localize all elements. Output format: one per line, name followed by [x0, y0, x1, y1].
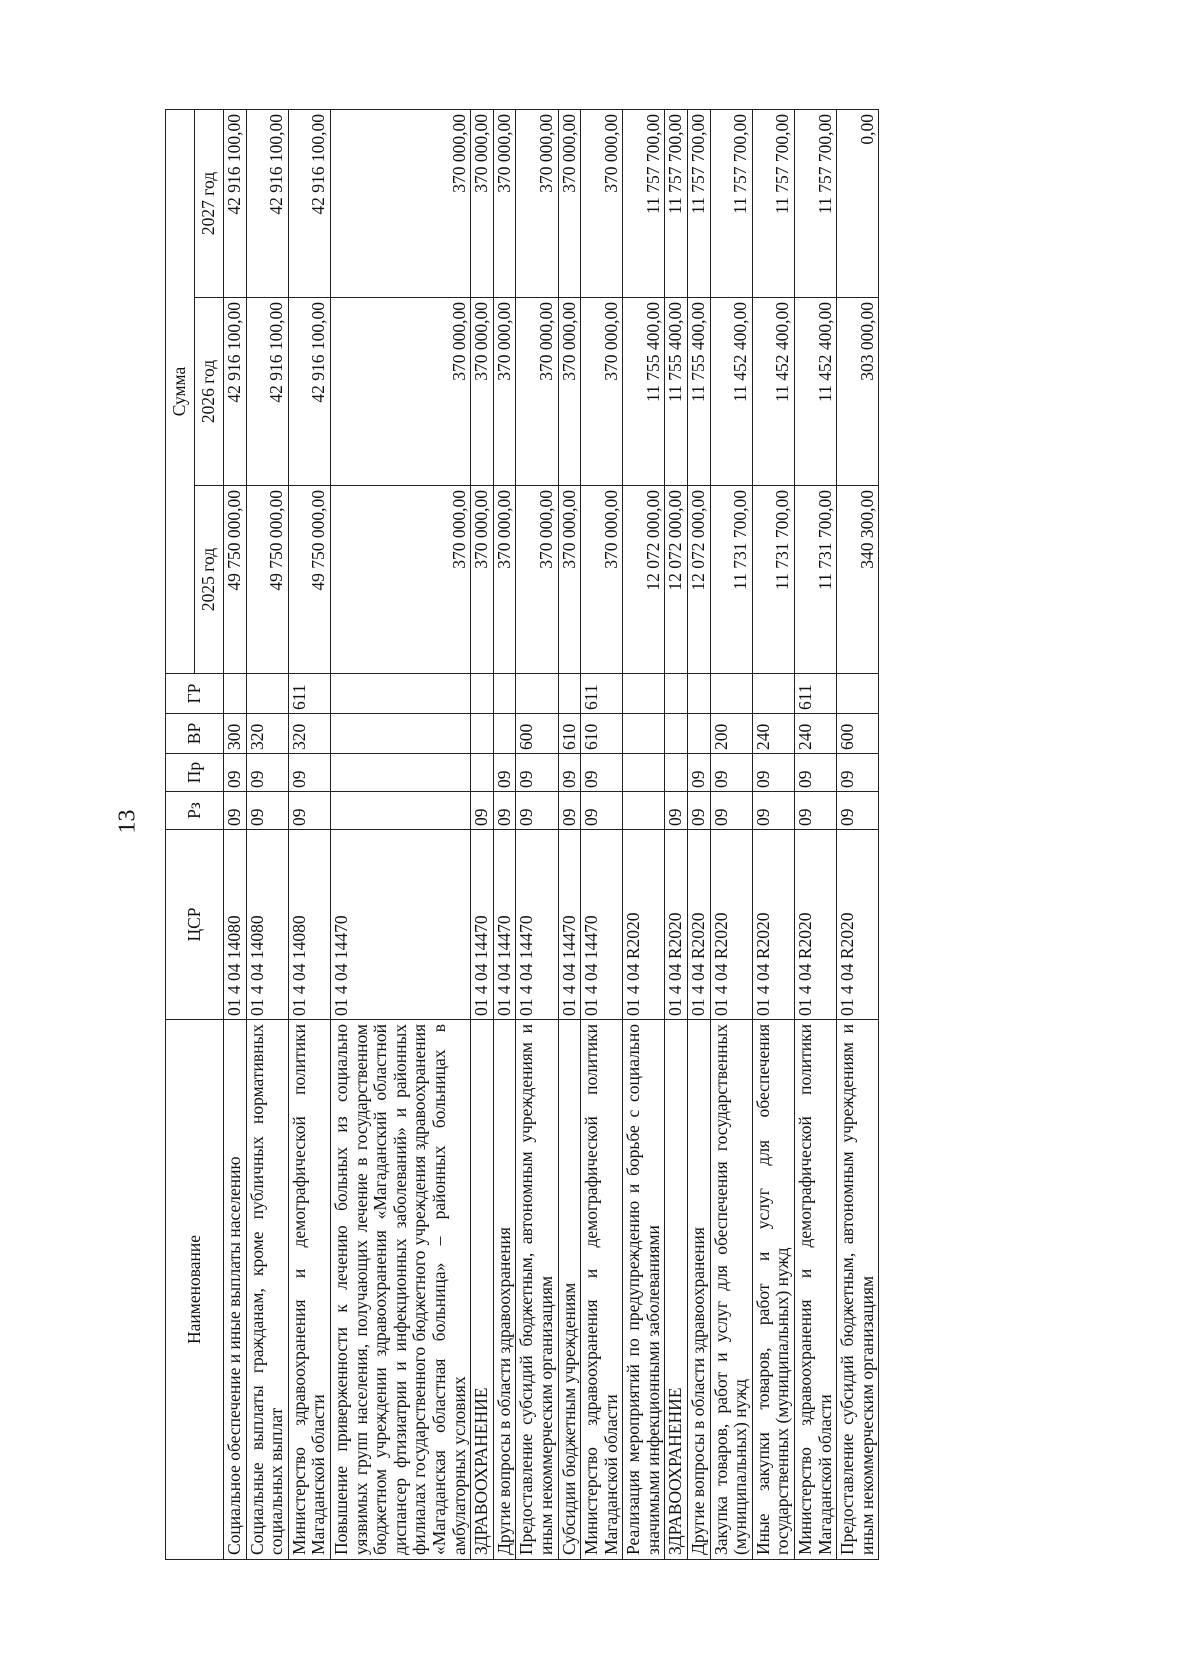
row-gr-cell: [710, 674, 752, 714]
row-pr-cell: [623, 754, 665, 792]
row-name-cell: ЗДРАВООХРАНЕНИЕ: [471, 1020, 494, 1560]
row-rz-cell: 09: [795, 792, 837, 830]
row-pr-cell: 09: [516, 754, 558, 792]
row-csr-cell: 01 4 04 R2020: [752, 830, 794, 1020]
row-rz-cell: 09: [710, 792, 752, 830]
row-rz-cell: 09: [752, 792, 794, 830]
row-rz-cell: 09: [471, 792, 494, 830]
row-gr-cell: [246, 674, 288, 714]
row-rz-cell: [330, 792, 470, 830]
row-pr-cell: [665, 754, 688, 792]
row-amount-2026-cell: 11 452 400,00: [752, 298, 794, 486]
page-number: 13: [114, 809, 141, 834]
row-vr-cell: 600: [837, 714, 879, 754]
row-rz-cell: 09: [288, 792, 330, 830]
row-amount-2026-cell: 370 000,00: [493, 298, 516, 486]
row-amount-2027-cell: 370 000,00: [330, 109, 470, 297]
row-gr-cell: [623, 674, 665, 714]
row-name-cell: Предоставление субсидий бюджетным, автономным учреждениям и иным некоммерческим организациям: [516, 1020, 558, 1560]
row-amount-2027-cell: 11 757 700,00: [623, 109, 665, 297]
row-name-cell: Реализация мероприятий по предупреждению и борьбе с социально значимыми инфекционными заболеваниями: [623, 1020, 665, 1560]
row-csr-cell: 01 4 04 14470: [493, 830, 516, 1020]
row-amount-2025-cell: 370 000,00: [516, 486, 558, 674]
row-csr-cell: 01 4 04 14080: [224, 830, 247, 1020]
row-amount-2025-cell: 370 000,00: [558, 486, 581, 674]
row-gr-cell: [471, 674, 494, 714]
row-pr-cell: 09: [246, 754, 288, 792]
row-gr-cell: [752, 674, 794, 714]
budget-table: [165, 109, 879, 1560]
row-csr-cell: 01 4 04 14080: [288, 830, 330, 1020]
row-gr-cell: 611: [581, 674, 623, 714]
row-name-cell: Другие вопросы в области здравоохранения: [688, 1020, 711, 1560]
row-rz-cell: 09: [558, 792, 581, 830]
row-csr-cell: 01 4 04 R2020: [665, 830, 688, 1020]
table-row: [288, 109, 330, 1559]
table-row: [516, 109, 558, 1559]
row-rz-cell: 09: [665, 792, 688, 830]
table-row: [623, 109, 665, 1559]
row-amount-2026-cell: 42 916 100,00: [224, 298, 247, 486]
row-gr-cell: [558, 674, 581, 714]
row-csr-cell: 01 4 04 14470: [558, 830, 581, 1020]
row-name-cell: Другие вопросы в области здравоохранения: [493, 1020, 516, 1560]
row-name-cell: Повышение приверженности к лечению больных из социально уязвимых групп населения, получающих лечение в государственном бюджетном учреждении здравоохранения «Магаданский областной диспансер фтизиатрии и инфекционных заболеваний» и районных филиалах государственного бюджетного учреждения здравоохранения «Магаданская областная больница» – районных больницах в амбулаторных условиях: [330, 1020, 470, 1560]
row-rz-cell: 09: [581, 792, 623, 830]
row-amount-2027-cell: 370 000,00: [493, 109, 516, 297]
row-csr-cell: 01 4 04 R2020: [688, 830, 711, 1020]
row-name-cell: Министерство здравоохранения и демографической политики Магаданской области: [795, 1020, 837, 1560]
row-amount-2026-cell: 42 916 100,00: [246, 298, 288, 486]
header-csr: ЦСР: [166, 830, 224, 1020]
row-rz-cell: 09: [493, 792, 516, 830]
row-amount-2027-cell: 370 000,00: [516, 109, 558, 297]
row-amount-2027-cell: 42 916 100,00: [288, 109, 330, 297]
table-row: [558, 109, 581, 1559]
row-vr-cell: [623, 714, 665, 754]
row-gr-cell: [224, 674, 247, 714]
table-row: [688, 109, 711, 1559]
table-row: [581, 109, 623, 1559]
row-amount-2027-cell: 11 757 700,00: [688, 109, 711, 297]
table-row: [330, 109, 470, 1559]
row-vr-cell: 300: [224, 714, 247, 754]
row-pr-cell: 09: [688, 754, 711, 792]
row-gr-cell: [493, 674, 516, 714]
row-amount-2025-cell: 11 731 700,00: [795, 486, 837, 674]
row-name-cell: Министерство здравоохранения и демографической политики Магаданской области: [288, 1020, 330, 1560]
table-row: [493, 109, 516, 1559]
row-amount-2027-cell: 42 916 100,00: [246, 109, 288, 297]
header-vr: ВР: [166, 714, 224, 754]
row-rz-cell: 09: [837, 792, 879, 830]
row-pr-cell: [330, 754, 470, 792]
row-vr-cell: [665, 714, 688, 754]
row-amount-2025-cell: 340 300,00: [837, 486, 879, 674]
row-pr-cell: 09: [837, 754, 879, 792]
row-amount-2025-cell: 370 000,00: [330, 486, 470, 674]
row-gr-cell: [665, 674, 688, 714]
header-year-2026: 2026 год: [195, 298, 224, 486]
row-amount-2026-cell: 370 000,00: [516, 298, 558, 486]
row-pr-cell: 09: [224, 754, 247, 792]
row-vr-cell: [471, 714, 494, 754]
row-vr-cell: 240: [752, 714, 794, 754]
row-csr-cell: 01 4 04 R2020: [710, 830, 752, 1020]
row-amount-2025-cell: 11 731 700,00: [752, 486, 794, 674]
row-vr-cell: 320: [246, 714, 288, 754]
table-body: [224, 109, 879, 1559]
header-gr: ГР: [166, 674, 224, 714]
row-csr-cell: 01 4 04 14470: [581, 830, 623, 1020]
row-amount-2026-cell: 11 452 400,00: [710, 298, 752, 486]
row-amount-2027-cell: 370 000,00: [581, 109, 623, 297]
row-amount-2025-cell: 12 072 000,00: [688, 486, 711, 674]
row-amount-2025-cell: 49 750 000,00: [288, 486, 330, 674]
row-pr-cell: 09: [288, 754, 330, 792]
row-pr-cell: [471, 754, 494, 792]
row-amount-2027-cell: 11 757 700,00: [665, 109, 688, 297]
row-amount-2025-cell: 370 000,00: [493, 486, 516, 674]
row-amount-2027-cell: 0,00: [837, 109, 879, 297]
row-amount-2026-cell: 370 000,00: [471, 298, 494, 486]
row-amount-2026-cell: 370 000,00: [330, 298, 470, 486]
rotated-table-wrapper: [165, 110, 879, 1560]
row-pr-cell: 09: [558, 754, 581, 792]
row-amount-2027-cell: 370 000,00: [558, 109, 581, 297]
row-gr-cell: [837, 674, 879, 714]
header-rz: Рз: [166, 792, 224, 830]
row-csr-cell: 01 4 04 14470: [330, 830, 470, 1020]
row-vr-cell: 610: [581, 714, 623, 754]
row-csr-cell: 01 4 04 14470: [516, 830, 558, 1020]
row-amount-2025-cell: 370 000,00: [471, 486, 494, 674]
row-amount-2025-cell: 12 072 000,00: [665, 486, 688, 674]
row-rz-cell: 09: [516, 792, 558, 830]
row-amount-2027-cell: 42 916 100,00: [224, 109, 247, 297]
table-row: [665, 109, 688, 1559]
row-pr-cell: 09: [493, 754, 516, 792]
header-sum: Сумма: [166, 109, 195, 673]
table-row: [710, 109, 752, 1559]
row-pr-cell: 09: [752, 754, 794, 792]
row-name-cell: Социальные выплаты гражданам, кроме публичных нормативных социальных выплат: [246, 1020, 288, 1560]
row-rz-cell: 09: [246, 792, 288, 830]
header-pr: Пр: [166, 754, 224, 792]
table-row: [471, 109, 494, 1559]
row-rz-cell: 09: [688, 792, 711, 830]
row-name-cell: Субсидии бюджетным учреждениям: [558, 1020, 581, 1560]
row-rz-cell: 09: [224, 792, 247, 830]
table-row: [837, 109, 879, 1559]
table-row: [224, 109, 247, 1559]
row-name-cell: Предоставление субсидий бюджетным, автономным учреждениям и иным некоммерческим организациям: [837, 1020, 879, 1560]
row-vr-cell: 240: [795, 714, 837, 754]
header-year-2025: 2025 год: [195, 486, 224, 674]
row-amount-2026-cell: 11 755 400,00: [665, 298, 688, 486]
table-row: [795, 109, 837, 1559]
row-amount-2026-cell: 370 000,00: [558, 298, 581, 486]
row-gr-cell: [330, 674, 470, 714]
row-gr-cell: 611: [795, 674, 837, 714]
row-csr-cell: 01 4 04 14470: [471, 830, 494, 1020]
row-amount-2027-cell: 11 757 700,00: [710, 109, 752, 297]
row-pr-cell: 09: [795, 754, 837, 792]
table-row: [752, 109, 794, 1559]
row-amount-2027-cell: 370 000,00: [471, 109, 494, 297]
row-rz-cell: [623, 792, 665, 830]
row-amount-2026-cell: 11 755 400,00: [688, 298, 711, 486]
row-name-cell: Закупка товаров, работ и услуг для обеспечения государственных (муниципальных) нужд: [710, 1020, 752, 1560]
row-vr-cell: 600: [516, 714, 558, 754]
row-amount-2025-cell: 49 750 000,00: [246, 486, 288, 674]
row-pr-cell: 09: [710, 754, 752, 792]
row-vr-cell: [688, 714, 711, 754]
row-amount-2025-cell: 12 072 000,00: [623, 486, 665, 674]
row-name-cell: Социальное обеспечение и иные выплаты населению: [224, 1020, 247, 1560]
row-csr-cell: 01 4 04 R2020: [623, 830, 665, 1020]
row-amount-2026-cell: 42 916 100,00: [288, 298, 330, 486]
row-name-cell: Министерство здравоохранения и демографической политики Магаданской области: [581, 1020, 623, 1560]
row-amount-2025-cell: 370 000,00: [581, 486, 623, 674]
row-csr-cell: 01 4 04 R2020: [795, 830, 837, 1020]
row-gr-cell: 611: [288, 674, 330, 714]
row-vr-cell: [330, 714, 470, 754]
header-year-2027: 2027 год: [195, 109, 224, 297]
row-vr-cell: 320: [288, 714, 330, 754]
row-amount-2025-cell: 49 750 000,00: [224, 486, 247, 674]
row-amount-2025-cell: 11 731 700,00: [710, 486, 752, 674]
row-amount-2027-cell: 11 757 700,00: [795, 109, 837, 297]
row-amount-2026-cell: 303 000,00: [837, 298, 879, 486]
row-amount-2026-cell: 370 000,00: [581, 298, 623, 486]
row-csr-cell: 01 4 04 R2020: [837, 830, 879, 1020]
table-row: [246, 109, 288, 1559]
row-vr-cell: 610: [558, 714, 581, 754]
row-amount-2026-cell: 11 452 400,00: [795, 298, 837, 486]
row-vr-cell: 200: [710, 714, 752, 754]
row-amount-2026-cell: 11 755 400,00: [623, 298, 665, 486]
row-name-cell: ЗДРАВООХРАНЕНИЕ: [665, 1020, 688, 1560]
row-name-cell: Иные закупки товаров, работ и услуг для обеспечения государственных (муниципальных) нужд: [752, 1020, 794, 1560]
row-vr-cell: [493, 714, 516, 754]
row-gr-cell: [516, 674, 558, 714]
header-name: Наименование: [166, 1020, 224, 1560]
row-amount-2027-cell: 11 757 700,00: [752, 109, 794, 297]
row-gr-cell: [688, 674, 711, 714]
row-pr-cell: 09: [581, 754, 623, 792]
row-csr-cell: 01 4 04 14080: [246, 830, 288, 1020]
